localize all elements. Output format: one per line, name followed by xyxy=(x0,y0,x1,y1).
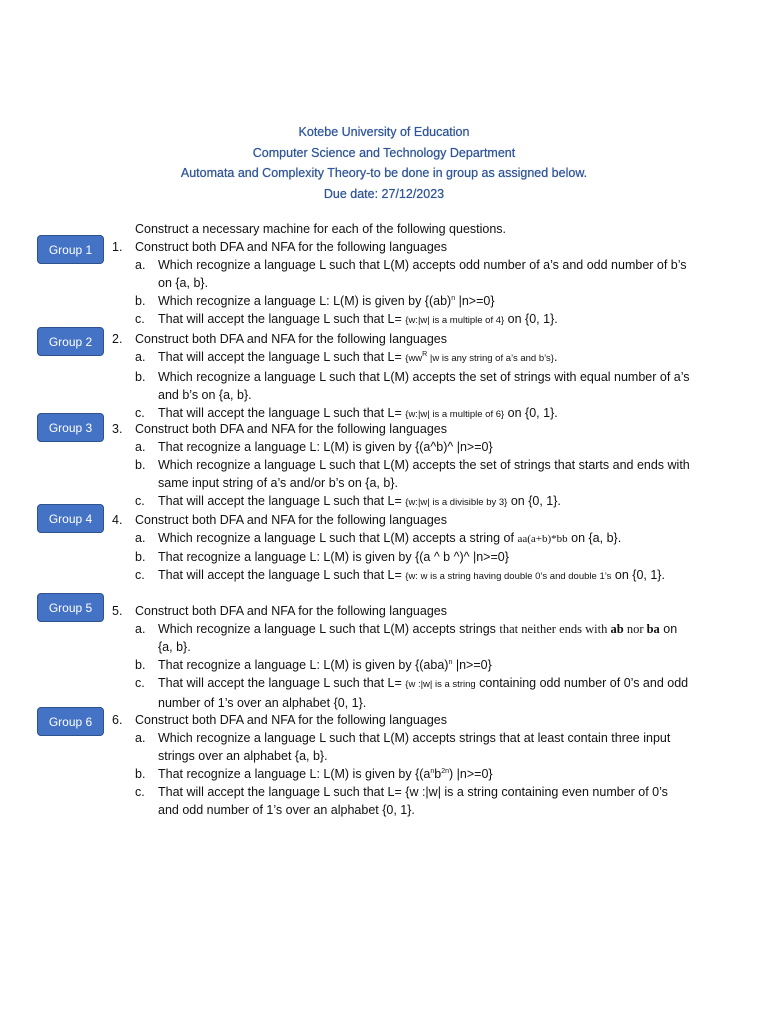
group-6-button[interactable]: Group 6 xyxy=(37,707,104,736)
list-item: c. That will accept the language L such that L= {w :|w| is a string containing odd number of 0’s and odd number of 1’s over an alphabet {0, 1}. xyxy=(135,676,689,710)
group-5-button[interactable]: Group 5 xyxy=(37,593,104,622)
question-title: Construct both DFA and NFA for the following languages xyxy=(135,713,447,727)
question-title: Construct both DFA and NFA for the following languages xyxy=(135,604,447,618)
assignment-title: Automata and Complexity Theory-to be done in group as assigned below. xyxy=(180,166,588,180)
list-item: b. Which recognize a language L such that L(M) accepts the set of strings with equal number of a’s and b’s on {a, b}. xyxy=(135,370,690,402)
intro-text: Construct a necessary machine for each of the following questions. xyxy=(135,222,507,236)
university-name: Kotebe University of Education xyxy=(298,125,470,139)
group-3-button[interactable]: Group 3 xyxy=(37,413,104,442)
question-number: 6. xyxy=(112,713,123,727)
list-item: c. That will accept the language L such that L= {w:|w| is a divisible by 3} on {0, 1}. xyxy=(135,494,561,508)
list-item: a. Which recognize a language L such that L(M) accepts strings that neither ends with ab nor ba on {a, b}. xyxy=(135,622,678,654)
question-2 xyxy=(112,330,692,424)
group-2-button[interactable]: Group 2 xyxy=(37,327,104,356)
question-title: Construct both DFA and NFA for the following languages xyxy=(135,332,447,346)
group-4-button[interactable]: Group 4 xyxy=(37,504,104,533)
list-item: c. That will accept the language L such that L= {w:|w| is a multiple of 4} on {0, 1}. xyxy=(135,312,558,326)
question-title: Construct both DFA and NFA for the following languages xyxy=(135,240,447,254)
question-5 xyxy=(112,602,692,712)
list-item: c. That will accept the language L such that L= {w:|w| is a multiple of 6} on {0, 1}. xyxy=(135,406,558,420)
question-number: 4. xyxy=(112,513,123,527)
question-number: 3. xyxy=(112,422,123,436)
list-item: a. That recognize a language L: L(M) is given by {(a^b)^ |n>=0} xyxy=(135,440,493,454)
question-1 xyxy=(112,238,692,330)
group-1-button[interactable]: Group 1 xyxy=(37,235,104,264)
question-6 xyxy=(112,711,692,819)
document-header xyxy=(0,122,768,204)
question-number: 2. xyxy=(112,332,123,346)
department-name: Computer Science and Technology Department xyxy=(252,145,516,160)
question-title: Construct both DFA and NFA for the following languages xyxy=(135,513,447,527)
list-item: c. That will accept the language L such that L= {w: w is a string having double 0’s and double 1’s on {0, 1}. xyxy=(135,568,665,582)
list-item: b. That recognize a language L: L(M) is given by {(aba)$^n$ |n>=0} xyxy=(135,658,492,672)
list-item: b. That recognize a language L: L(M) is given by {$(a^nb^{2n})$ |n>=0} xyxy=(135,767,493,781)
list-item: a. Which recognize a language L such that L(M) accepts a string of aa(a+b)*bb on {a, b}. xyxy=(135,531,622,545)
list-item: a. That will accept the language L such that $L= \{ww^R$ |w is any string of a’s and b’s}. xyxy=(135,350,558,364)
due-date: Due date: 27/12/2023 xyxy=(323,186,445,201)
list-item: c. That will accept the language L such that L= {w :|w| is a string containing even number of 0’s and odd number of 1’s over an alphabet {0, 1}. xyxy=(135,785,668,817)
question-4 xyxy=(112,511,692,586)
list-item: a. Which recognize a language L such that L(M) accepts odd number of a’s and odd number of b’s on {a, b}. xyxy=(135,258,687,290)
question-number: 1. xyxy=(112,240,123,254)
question-title: Construct both DFA and NFA for the following languages xyxy=(135,422,447,436)
list-item: b. Which recognize a language L such that L(M) accepts the set of strings that starts and ends with same input string of a’s and/or b’s on {a, b}. xyxy=(135,458,690,490)
list-item: b. That recognize a language L: L(M) is given by {(a ^ b ^)^ |n>=0} xyxy=(135,550,509,564)
question-3 xyxy=(112,420,692,512)
list-item: a. Which recognize a language L such that L(M) accepts strings that at least contain three input strings over an alphabet {a, b}. xyxy=(135,731,671,763)
list-item: b. Which recognize a language L: L(M) is given by {(ab)$^n$ |n>=0} xyxy=(135,294,495,308)
question-number: 5. xyxy=(112,604,123,618)
